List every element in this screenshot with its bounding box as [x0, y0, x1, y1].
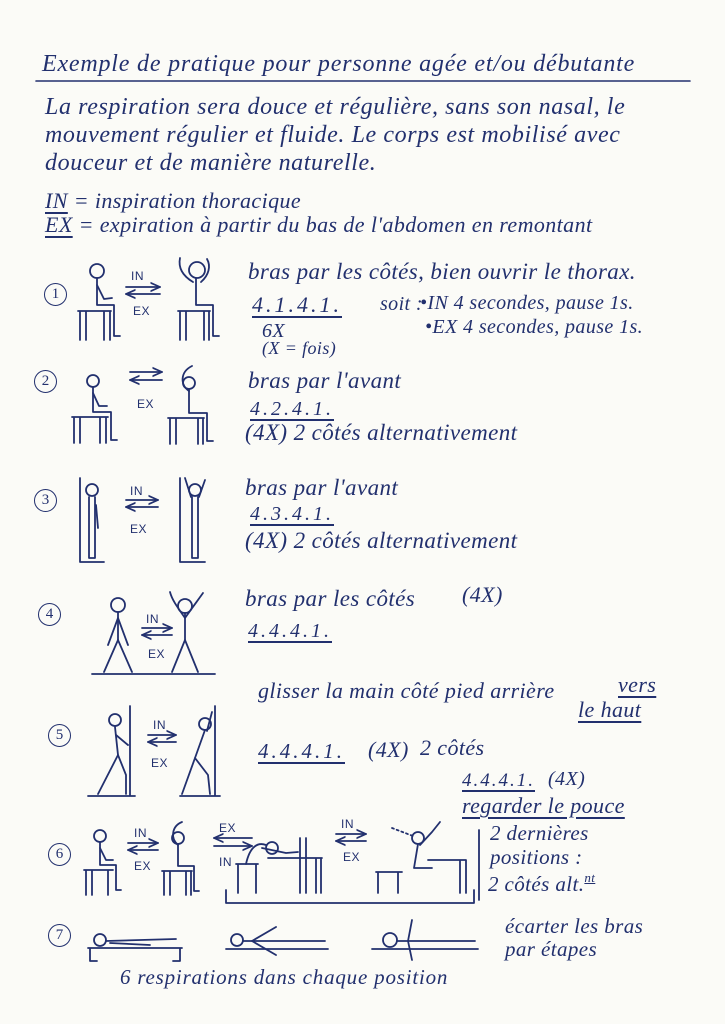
ex-label: EX — [137, 397, 155, 411]
ex5-lunge-figure-hand-up-wall — [180, 706, 220, 796]
exercise-repetitions: (4X) — [368, 737, 409, 762]
exercise-number: 2 — [34, 370, 57, 393]
ex6-arrows-2 — [214, 838, 252, 846]
exercise-number: 6 — [48, 843, 71, 866]
exercise-sides: 2 côtés — [420, 735, 485, 760]
detail-line: •IN 4 secondes, pause 1s. — [420, 292, 634, 314]
ex6-arrows-3 — [336, 834, 366, 841]
exercise-number: 3 — [34, 489, 57, 512]
in-label: IN — [134, 826, 147, 840]
in-label: IN — [131, 269, 144, 283]
exercise-rhythm: 4.4.4.1. — [258, 739, 345, 763]
ex4-standing-figure-arms-up — [170, 592, 203, 672]
ex2-seated-figure-arm-raised — [168, 366, 213, 444]
ex6-figure-looking-at-thumb — [376, 822, 466, 893]
exercise-sides: 2 côtés alternativement — [293, 420, 518, 445]
exercise-rhythm: 4.4.4.1. — [462, 770, 535, 791]
detail-line: •EX 4 secondes, pause 1s. — [425, 316, 644, 338]
exercise-instruction: par étapes — [505, 937, 598, 961]
intro-line: mouvement régulier et fluide. Le corps est mobilisé avec — [45, 122, 621, 148]
exercise-repetitions: (4X) — [245, 528, 288, 553]
ex3-standing-figure-wall — [80, 478, 104, 562]
exercise-sides-line — [245, 421, 517, 444]
in-label: IN — [153, 718, 166, 732]
in-label: IN — [341, 817, 354, 831]
exercise-footer: 6 respirations dans chaque position — [120, 965, 449, 989]
intro-line: douceur et de manière naturelle. — [45, 150, 377, 176]
ex1-seated-figure-arms-down — [78, 264, 120, 340]
ex6-seated-figure-arms-down — [84, 830, 121, 895]
legend-in — [45, 190, 301, 212]
ex7-lying-figure-arms-half-open — [226, 927, 328, 955]
ex2-arrows — [130, 372, 162, 380]
legend-ex — [45, 214, 593, 236]
ex-label: EX — [133, 304, 151, 318]
exercise-instruction: bras par les côtés — [245, 586, 416, 611]
ex7-lying-figure-arms-open — [372, 920, 478, 960]
exercise-number: 5 — [48, 724, 71, 747]
ex3-arrows — [126, 500, 158, 507]
ex5-lunge-figure-hand-on-wall — [88, 706, 135, 796]
exercise-repetitions: 6X — [262, 320, 286, 342]
exercise-note: 2 dernières — [490, 821, 589, 845]
ex-label: EX — [219, 821, 237, 835]
ex-label: EX — [343, 850, 361, 864]
exercise-instruction: bras par l'avant — [245, 475, 399, 500]
repetitions-note: (X = fois) — [262, 338, 337, 358]
exercise-instruction-underlined: vers — [618, 672, 657, 697]
detail-intro: soit : — [380, 293, 423, 315]
exercise-number: 7 — [48, 924, 71, 947]
exercise-repetitions: (4X) — [245, 420, 288, 445]
legend-in-abbr: IN — [45, 188, 68, 213]
exercise-number: 4 — [38, 603, 61, 626]
exercise-sides: 2 côtés alternativement — [293, 528, 518, 553]
ex3-standing-figure-arms-raised — [180, 478, 205, 562]
ex6-seated-figure-arm-raised — [162, 822, 199, 895]
exercise-rhythm: 4.3.4.1. — [250, 503, 334, 525]
legend-ex-abbr: EX — [45, 212, 73, 237]
ex4-standing-figure-arms-down — [104, 598, 132, 672]
ex1-seated-figure-arms-open — [178, 258, 219, 340]
ex6-bracket-horizontal — [226, 890, 474, 903]
ex-label: EX — [130, 522, 148, 536]
ex5-arrows — [148, 735, 176, 742]
in-label: IN — [130, 484, 143, 498]
exercise-note: positions : — [490, 845, 583, 869]
page-title: Exemple de pratique pour personne agée et/ou débutante — [42, 51, 636, 77]
ex-label: EX — [134, 859, 152, 873]
in-label: IN — [219, 855, 232, 869]
ex2-seated-figure-arms-down — [72, 375, 117, 443]
ex-label: EX — [148, 647, 166, 661]
exercise-rhythm: 4.1.4.1. — [252, 292, 342, 317]
ex4-arrows — [142, 628, 172, 635]
exercise-instruction: glisser la main côté pied arrière — [258, 678, 555, 703]
exercise-instruction: regarder le pouce — [462, 793, 625, 818]
exercise-note: 2 côtés alt. — [488, 872, 585, 896]
exercise-instruction: bras par l'avant — [248, 368, 402, 393]
exercise-repetitions: (4X) — [548, 768, 586, 790]
exercise-rhythm: 4.2.4.1. — [250, 398, 334, 420]
legend-in-definition: = inspiration thoracique — [73, 188, 302, 213]
exercise-instruction: écarter les bras — [505, 914, 644, 938]
legend-ex-definition: = expiration à partir du bas de l'abdomen en remontant — [78, 212, 593, 237]
ex7-lying-figure-on-bench — [88, 934, 182, 961]
intro-line: La respiration sera douce et régulière, sans son nasal, le — [45, 94, 626, 120]
in-label: IN — [146, 612, 159, 626]
exercise-note-sides — [488, 871, 595, 895]
exercise-repetitions: (4X) — [462, 582, 503, 607]
exercise-rhythm: 4.4.4.1. — [248, 620, 332, 642]
ex6-arrows-1 — [128, 843, 158, 850]
exercise-number: 1 — [44, 283, 67, 306]
exercise-instruction: bras par les côtés, bien ouvrir le thorax. — [248, 259, 636, 284]
exercise-instruction-underlined: le haut — [578, 697, 642, 722]
ex-label: EX — [151, 756, 169, 770]
ex1-arrows — [126, 287, 160, 294]
note-superscript: nt — [584, 870, 596, 885]
exercise-sides-line — [245, 529, 517, 552]
